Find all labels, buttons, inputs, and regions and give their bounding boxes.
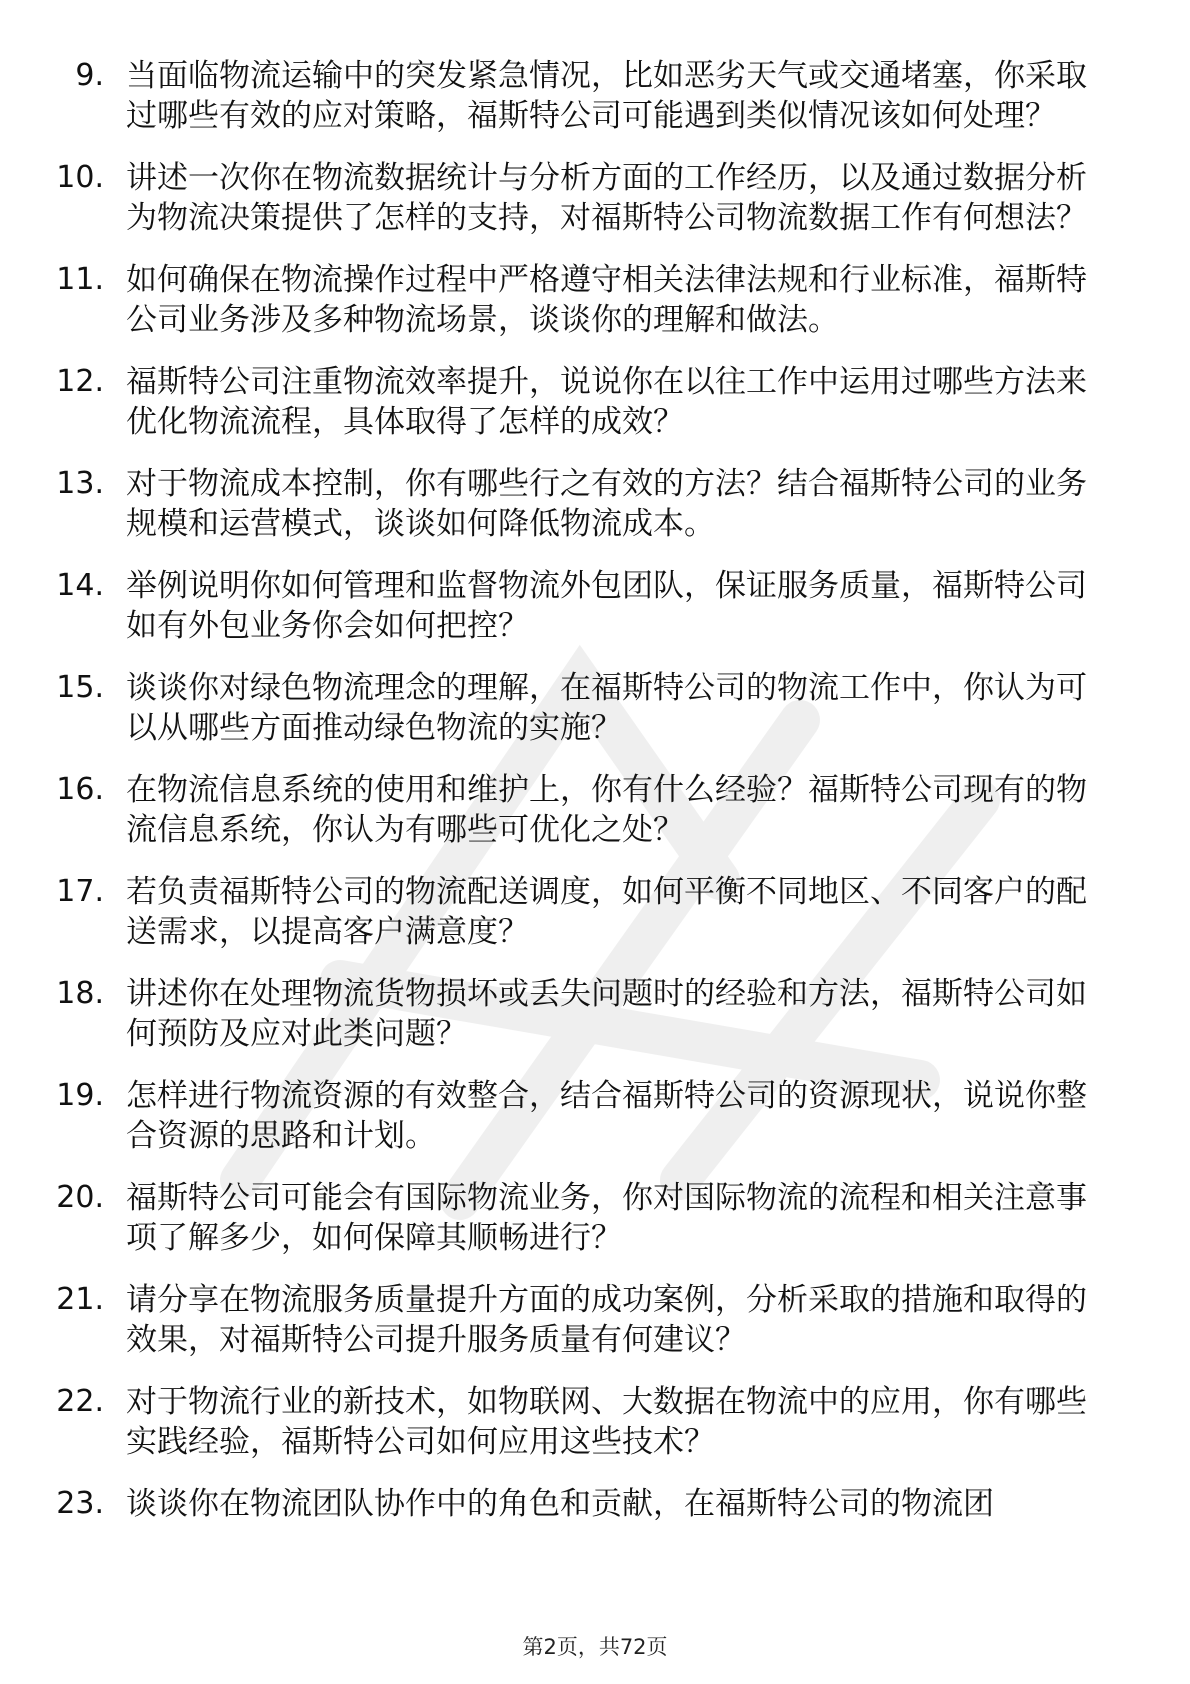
question-text: 对于物流成本控制，你有哪些行之有效的方法？结合福斯特公司的业务规模和运营模式，谈谈如何降低物流成本。	[126, 466, 1087, 542]
list-item	[0, 668, 1190, 748]
question-text: 怎样进行物流资源的有效整合，结合福斯特公司的资源现状，说说你整合资源的思路和计划。	[126, 1078, 1087, 1154]
question-list	[0, 56, 1190, 1546]
question-number: 20.	[56, 1180, 104, 1215]
question-text: 如何确保在物流操作过程中严格遵守相关法律法规和行业标准，福斯特公司业务涉及多种物流场景，谈谈你的理解和做法。	[126, 262, 1087, 338]
question-number: 12.	[56, 364, 104, 399]
list-item	[0, 566, 1190, 646]
question-number: 19.	[56, 1078, 104, 1113]
question-number: 13.	[56, 466, 104, 501]
question-text: 若负责福斯特公司的物流配送调度，如何平衡不同地区、不同客户的配送需求，以提高客户满意度？	[126, 874, 1087, 950]
list-item	[0, 872, 1190, 952]
question-number: 17.	[56, 874, 104, 909]
question-text: 讲述一次你在物流数据统计与分析方面的工作经历，以及通过数据分析为物流决策提供了怎样的支持，对福斯特公司物流数据工作有何想法？	[126, 160, 1087, 236]
question-number: 14.	[56, 568, 104, 603]
question-text: 举例说明你如何管理和监督物流外包团队，保证服务质量，福斯特公司如有外包业务你会如何把控？	[126, 568, 1087, 644]
question-text: 福斯特公司可能会有国际物流业务，你对国际物流的流程和相关注意事项了解多少，如何保障其顺畅进行？	[126, 1180, 1087, 1256]
question-number: 21.	[56, 1282, 104, 1317]
question-text: 在物流信息系统的使用和维护上，你有什么经验？福斯特公司现有的物流信息系统，你认为有哪些可优化之处？	[126, 772, 1087, 848]
page-number-footer: 第2页，共72页	[522, 1635, 668, 1659]
question-text: 谈谈你在物流团队协作中的角色和贡献，在福斯特公司的物流团	[126, 1486, 994, 1522]
list-item	[0, 362, 1190, 442]
list-item	[0, 1382, 1190, 1462]
question-text: 当面临物流运输中的突发紧急情况，比如恶劣天气或交通堵塞，你采取过哪些有效的应对策略，福斯特公司可能遇到类似情况该如何处理？	[126, 58, 1087, 134]
question-number: 22.	[56, 1384, 104, 1419]
question-number: 9.	[75, 58, 104, 93]
list-item	[0, 1280, 1190, 1360]
list-item	[0, 464, 1190, 544]
list-item	[0, 260, 1190, 340]
list-item	[0, 1076, 1190, 1156]
question-text: 讲述你在处理物流货物损坏或丢失问题时的经验和方法，福斯特公司如何预防及应对此类问题？	[126, 976, 1087, 1052]
list-item	[0, 974, 1190, 1054]
question-number: 11.	[56, 262, 104, 297]
question-number: 23.	[56, 1486, 104, 1521]
question-text: 请分享在物流服务质量提升方面的成功案例，分析采取的措施和取得的效果，对福斯特公司提升服务质量有何建议？	[126, 1282, 1087, 1358]
list-item	[0, 56, 1190, 136]
list-item	[0, 1178, 1190, 1258]
question-text: 对于物流行业的新技术，如物联网、大数据在物流中的应用，你有哪些实践经验，福斯特公司如何应用这些技术？	[126, 1384, 1087, 1460]
question-number: 16.	[56, 772, 104, 807]
question-text: 谈谈你对绿色物流理念的理解，在福斯特公司的物流工作中，你认为可以从哪些方面推动绿色物流的实施？	[126, 670, 1087, 746]
question-number: 10.	[56, 160, 104, 195]
list-item	[0, 158, 1190, 238]
list-item	[0, 1484, 1190, 1524]
question-number: 15.	[56, 670, 104, 705]
list-item	[0, 770, 1190, 850]
question-text: 福斯特公司注重物流效率提升，说说你在以往工作中运用过哪些方法来优化物流流程，具体取得了怎样的成效？	[126, 364, 1087, 440]
question-number: 18.	[56, 976, 104, 1011]
